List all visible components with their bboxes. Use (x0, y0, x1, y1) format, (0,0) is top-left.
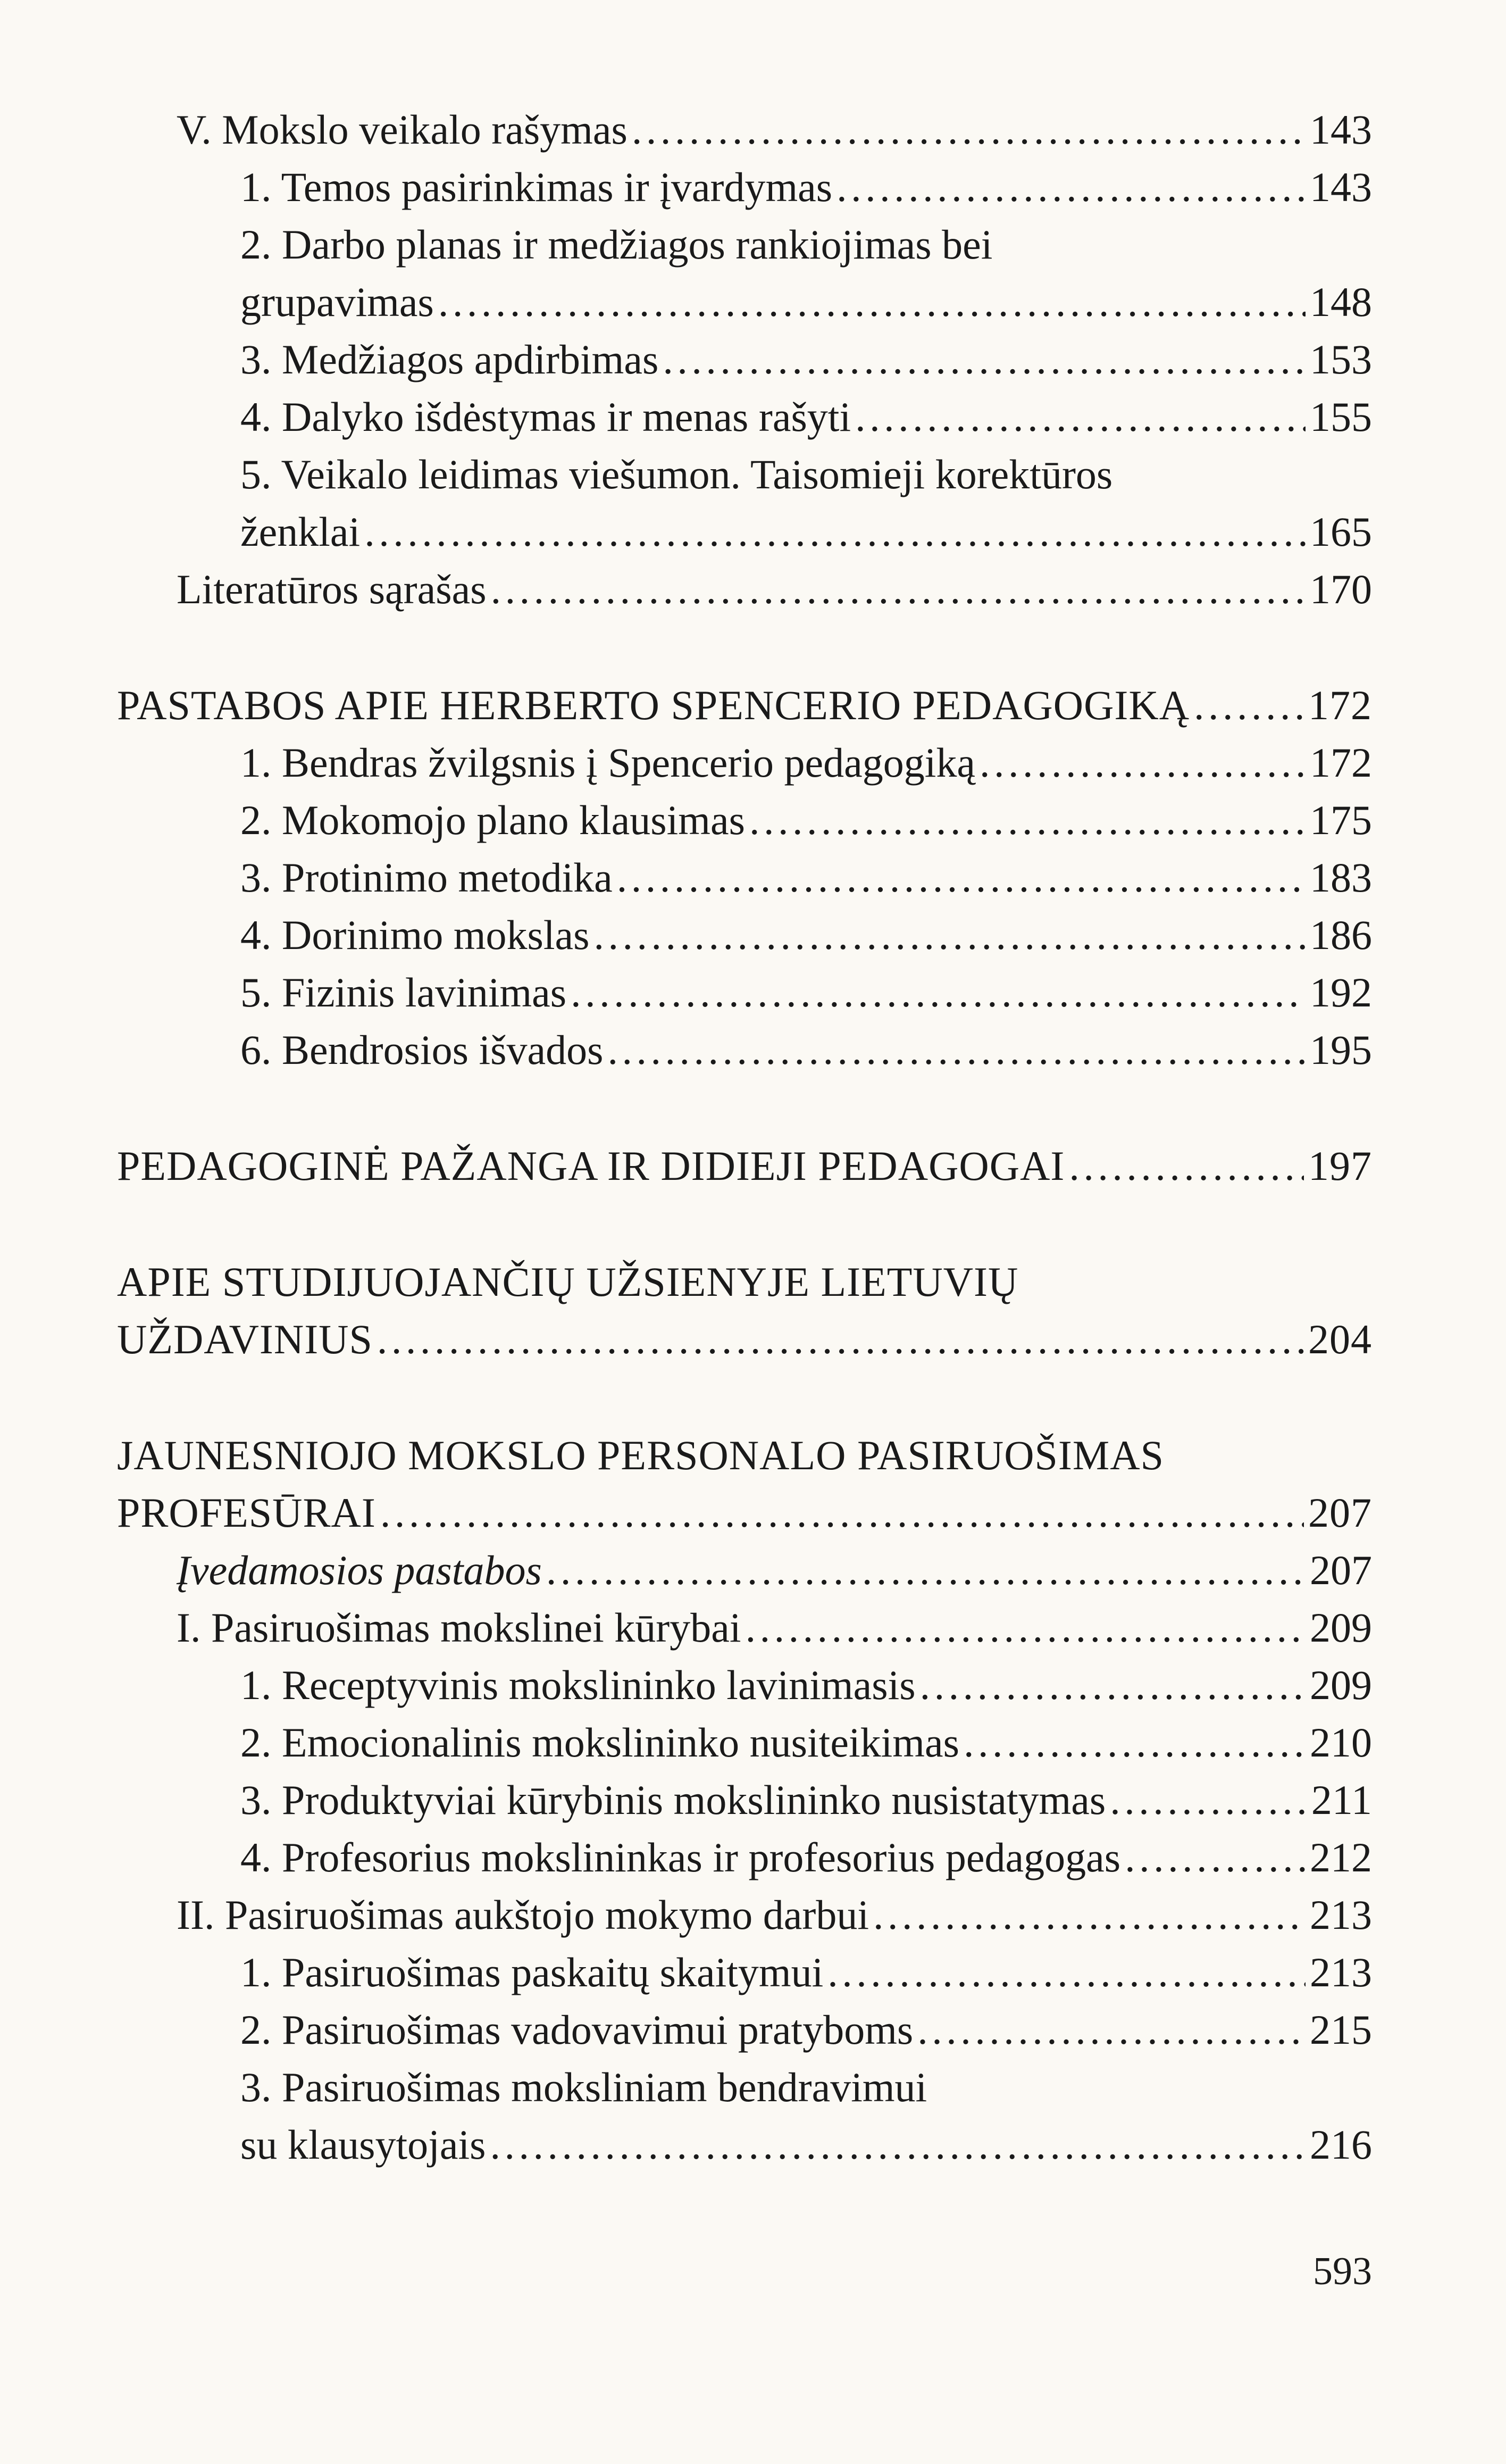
toc-entry-page: 211 (1311, 1777, 1372, 1823)
toc-entry-title: 1. Pasiruošimas paskaitų skaitymui (240, 1949, 824, 1995)
toc-entry-page: 195 (1310, 1027, 1372, 1073)
toc-dot-leader (617, 849, 1306, 906)
toc-entry (117, 2001, 1372, 2059)
toc-dot-leader (490, 2116, 1306, 2174)
toc-entry (117, 1656, 1372, 1714)
toc-dot-leader (1125, 1829, 1306, 1886)
toc-dot-leader (1069, 1137, 1304, 1195)
toc-entry-page: 192 (1310, 969, 1372, 1015)
toc-entry (117, 1427, 1372, 1484)
toc-entry (117, 1599, 1372, 1656)
toc-entry (117, 906, 1372, 964)
toc-entry-page: 207 (1310, 1547, 1372, 1593)
toc-entry-title: 2. Pasiruošimas vadovavimui pratyboms (240, 2007, 914, 2053)
toc-entry-page: 215 (1310, 2007, 1372, 2053)
toc-entry (117, 1021, 1372, 1079)
toc-entry-page: 212 (1310, 1834, 1372, 1880)
toc-entry (117, 1137, 1372, 1195)
toc-entry (117, 2059, 1372, 2116)
toc-entry-title: PASTABOS APIE HERBERTO SPENCERIO PEDAGOGIKĄ (117, 682, 1190, 728)
toc-entry-title: PROFESŪRAI (117, 1489, 376, 1536)
toc-entry-title: 6. Bendrosios išvados (240, 1027, 604, 1073)
toc-entry-page: 143 (1310, 106, 1372, 153)
toc-dot-leader (827, 1944, 1306, 2001)
toc-dot-leader (749, 792, 1306, 849)
toc-entry (117, 1771, 1372, 1829)
toc-entry-page: 153 (1310, 336, 1372, 382)
toc-entry (117, 1829, 1372, 1886)
toc-entry-title: II. Pasiruošimas aukštojo mokymo darbui (177, 1892, 869, 1938)
toc-dot-leader (1194, 677, 1304, 734)
toc-entry-title: 5. Fizinis lavinimas (240, 969, 567, 1015)
toc-dot-leader (836, 159, 1306, 216)
toc-dot-leader (632, 101, 1306, 159)
toc-entry-title: 4. Profesorius mokslininkas ir profesorius pedagogas (240, 1834, 1121, 1880)
toc-dot-leader (873, 1886, 1306, 1944)
toc-entry (117, 1542, 1372, 1599)
toc-entry-page: 204 (1308, 1316, 1372, 1362)
toc-entry (117, 446, 1372, 503)
page-number: 593 (1313, 2250, 1372, 2293)
toc-dot-leader (608, 1021, 1306, 1079)
toc-entry-page: 213 (1310, 1949, 1372, 1995)
toc-entry (117, 1714, 1372, 1771)
section-gap (117, 618, 1372, 677)
toc-entry (117, 503, 1372, 561)
toc-entry-title: APIE STUDIJUOJANČIŲ UŽSIENYJE LIETUVIŲ (117, 1259, 1019, 1305)
toc-dot-leader (377, 1311, 1304, 1368)
toc-entry-page: 209 (1310, 1662, 1372, 1708)
toc-entry-title: 2. Darbo planas ir medžiagos rankiojimas bei (240, 221, 993, 268)
toc-dot-leader (380, 1484, 1304, 1542)
toc-dot-leader (594, 906, 1306, 964)
toc-entry-title: JAUNESNIOJO MOKSLO PERSONALO PASIRUOŠIMAS (117, 1432, 1164, 1478)
toc-entry-title: 1. Temos pasirinkimas ir įvardymas (240, 164, 833, 210)
toc-entry-title: 3. Pasiruošimas moksliniam bendravimui (240, 2064, 927, 2110)
toc-entry (117, 331, 1372, 388)
toc-entry-page: 183 (1310, 854, 1372, 901)
toc-entry (117, 1944, 1372, 2001)
toc-entry-title: 2. Emocionalinis mokslininko nusiteikimas (240, 1719, 959, 1766)
toc-entry-page: 209 (1310, 1604, 1372, 1651)
toc-entry-title: Įvedamosios pastabos (177, 1547, 542, 1593)
toc-entry-title: 4. Dorinimo mokslas (240, 912, 590, 958)
toc-entry-title: 1. Receptyvinis mokslininko lavinimasis (240, 1662, 916, 1708)
toc-entry-title: 3. Medžiagos apdirbimas (240, 336, 659, 382)
toc-entry-page: 172 (1308, 682, 1372, 728)
toc-entry-title: 3. Produktyviai kūrybinis mokslininko nusistatymas (240, 1777, 1106, 1823)
toc-entry (117, 734, 1372, 792)
toc-entry (117, 1886, 1372, 1944)
toc-entry-title: Literatūros sąrašas (177, 566, 487, 612)
section-gap (117, 1195, 1372, 1253)
toc-entry (117, 849, 1372, 906)
toc-entry-page: 197 (1308, 1143, 1372, 1189)
toc-dot-leader (964, 1714, 1306, 1771)
toc-entry (117, 388, 1372, 446)
section-gap (117, 1368, 1372, 1427)
toc-entry (117, 792, 1372, 849)
toc-entry (117, 1484, 1372, 1542)
toc-dot-leader (438, 273, 1306, 331)
toc-entry-page: 143 (1310, 164, 1372, 210)
toc-entry (117, 964, 1372, 1021)
toc-entry-page: 175 (1310, 797, 1372, 843)
toc-entry-page: 216 (1310, 2121, 1372, 2168)
toc-entry-title: 5. Veikalo leidimas viešumon. Taisomieji korektūros (240, 451, 1113, 497)
toc-entry (117, 1253, 1372, 1311)
toc-dot-leader (663, 331, 1306, 388)
toc-dot-leader (571, 964, 1306, 1021)
toc-entry-page: 155 (1310, 394, 1372, 440)
toc-dot-leader (920, 1656, 1306, 1714)
toc-entry-page: 165 (1310, 509, 1372, 555)
toc-entry (117, 561, 1372, 618)
toc-entry-page: 213 (1310, 1892, 1372, 1938)
toc-entry (117, 273, 1372, 331)
toc-dot-leader (546, 1542, 1306, 1599)
toc-entry (117, 677, 1372, 734)
toc-entry-title: UŽDAVINIUS (117, 1316, 373, 1362)
toc-dot-leader (980, 734, 1306, 792)
toc-entry-page: 186 (1310, 912, 1372, 958)
toc-dot-leader (491, 561, 1306, 618)
toc-entry-page: 170 (1310, 566, 1372, 612)
toc-entry-title: 2. Mokomojo plano klausimas (240, 797, 745, 843)
toc-entry-page: 148 (1310, 279, 1372, 325)
toc-entry (117, 101, 1372, 159)
toc-entry (117, 216, 1372, 273)
toc-entry-page: 172 (1310, 739, 1372, 786)
toc-entry-title: I. Pasiruošimas mokslinei kūrybai (177, 1604, 741, 1651)
table-of-contents (117, 101, 1372, 2174)
toc-entry (117, 2116, 1372, 2174)
toc-entry (117, 159, 1372, 216)
toc-entry-page: 207 (1308, 1489, 1372, 1536)
toc-entry-title: 1. Bendras žvilgsnis į Spencerio pedagogiką (240, 739, 976, 786)
toc-dot-leader (917, 2001, 1306, 2059)
toc-entry (117, 1311, 1372, 1368)
toc-dot-leader (855, 388, 1306, 446)
toc-entry-page: 210 (1310, 1719, 1372, 1766)
toc-entry-title: su klausytojais (240, 2121, 486, 2168)
toc-entry-title: PEDAGOGINĖ PAŽANGA IR DIDIEJI PEDAGOGAI (117, 1143, 1065, 1189)
toc-dot-leader (364, 503, 1306, 561)
toc-dot-leader (1110, 1771, 1307, 1829)
section-gap (117, 1079, 1372, 1137)
toc-entry-title: 4. Dalyko išdėstymas ir menas rašyti (240, 394, 851, 440)
toc-entry-title: grupavimas (240, 279, 434, 325)
toc-dot-leader (746, 1599, 1306, 1656)
toc-entry-title: V. Mokslo veikalo rašymas (177, 106, 628, 153)
toc-entry-title: ženklai (240, 509, 361, 555)
toc-entry-title: 3. Protinimo metodika (240, 854, 613, 901)
